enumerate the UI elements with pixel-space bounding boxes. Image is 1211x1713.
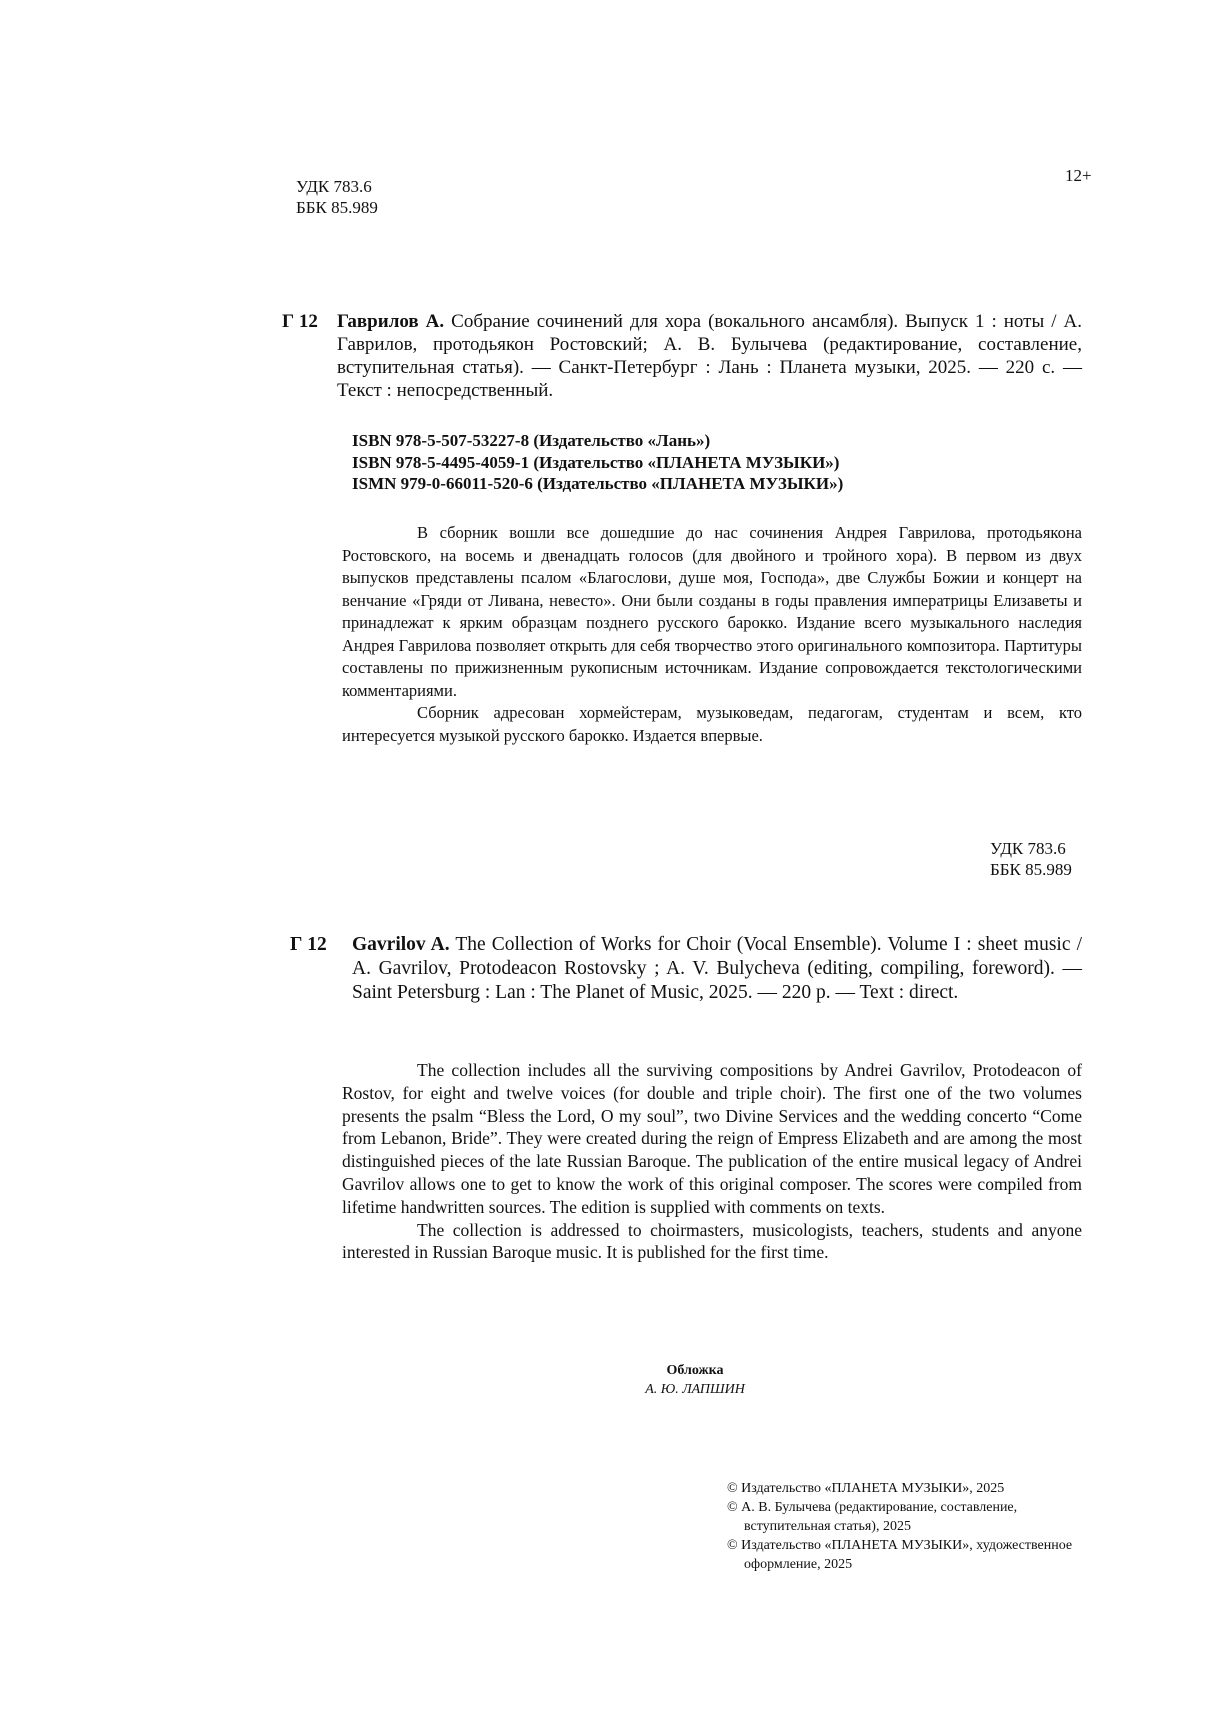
age-rating: 12+	[1065, 166, 1092, 185]
middle-classification	[990, 838, 1090, 880]
russian-annotation	[342, 522, 1082, 747]
english-bibliographic-entry	[290, 933, 1082, 1005]
isbn-line: ISBN 978-5-4495-4059-1 (Издательство «ПЛАНЕТА МУЗЫКИ»)	[352, 452, 840, 472]
copyright-block	[727, 1479, 1087, 1574]
udk-code: УДК 783.6	[990, 839, 1066, 858]
cover-credit	[580, 1361, 810, 1399]
cover-artist: А. Ю. ЛАПШИН	[645, 1382, 745, 1397]
udk-code: УДК 783.6	[296, 177, 372, 196]
annotation-paragraph: The collection is addressed to choirmasters, musicologists, teachers, students and anyone interested in Russian Baroque music. It is published for the first time.	[342, 1219, 1082, 1263]
entry-author: Gavrilov A.	[352, 934, 450, 955]
entry-author: Гаврилов А.	[337, 311, 445, 332]
entry-text: The Collection of Works for Choir (Vocal Ensemble). Volume I : sheet music / A. Gavrilov, Protodeacon Rostovsky ; A. V. Bulycheva (editing, compiling, foreword). — Saint Petersburg : Lan : The Planet of Music, 2025. — 220 p. — Text : direct.	[352, 934, 1082, 1003]
copyright-line: © Издательство «ПЛАНЕТА МУЗЫКИ», 2025	[727, 1481, 1005, 1496]
english-annotation	[342, 1059, 1082, 1264]
entry-text: Собрание сочинений для хора (вокального ансамбля). Выпуск 1 : ноты / А. Гаврилов, протодьякон Ростовский; А. В. Булычева (редактирование, составление, вступительная статья). — Санкт-Петербург : Лань : Планета музыки, 2025. — 220 с. — Текст : непосредственный.	[337, 311, 1082, 401]
annotation-paragraph: Сборник адресован хормейстерам, музыковедам, педагогам, студентам и всем, кто интересуется музыкой русского барокко. Издается впервые.	[342, 703, 1082, 745]
copyright-line: © Издательство «ПЛАНЕТА МУЗЫКИ», художественное оформление, 2025	[727, 1538, 1073, 1572]
top-classification	[296, 176, 378, 218]
bbk-code: ББК 85.989	[296, 198, 378, 217]
entry-code: Г 12	[282, 311, 318, 332]
russian-bibliographic-entry	[282, 310, 1082, 402]
isbn-line: ISBN 978-5-507-53227-8 (Издательство «Лань»)	[352, 431, 711, 450]
ismn-line: ISMN 979-0-66011-520-6 (Издательство «ПЛАНЕТА МУЗЫКИ»)	[352, 474, 844, 493]
copyright-line: © А. В. Булычева (редактирование, составление, вступительная статья), 2025	[727, 1500, 1018, 1534]
annotation-paragraph: В сборник вошли все дошедшие до нас сочинения Андрея Гаврилова, протодьякона Ростовского, на восемь и двенадцать голосов (для двойного и тройного хора). В первом из двух выпусков представлены псалом «Благослови, душе моя, Господа», две Службы Божии и концерт на венчание «Гряди от Ливана, невесто». Они были созданы в годы правления императрицы Елизаветы и принадлежат к ярким образцам позднего русского барокко. Издание всего музыкального наследия Андрея Гаврилова позволяет открыть для себя творчество этого оригинального композитора. Партитуры составлены по прижизненным рукописным источникам. Издание сопровождается текстологическими комментариями.	[342, 523, 1082, 700]
isbn-block	[352, 430, 843, 495]
bbk-code: ББК 85.989	[990, 860, 1072, 879]
annotation-paragraph: The collection includes all the surviving compositions by Andrei Gavrilov, Protodeacon of Rostov, for eight and twelve voices (for double and triple choir). The first one of the two volumes presents the psalm “Bless the Lord, O my soul”, two Divine Services and the wedding concerto “Come from Lebanon, Bride”. They were created during the reign of Empress Elizabeth and are among the most distinguished pieces of the late Russian Baroque. The publication of the entire musical legacy of Andrei Gavrilov allows one to get to know the work of this original composer. The scores were compiled from lifetime handwritten sources. The edition is supplied with comments on texts.	[342, 1060, 1082, 1217]
cover-label: Обложка	[666, 1363, 724, 1378]
entry-code: Г 12	[290, 934, 327, 955]
